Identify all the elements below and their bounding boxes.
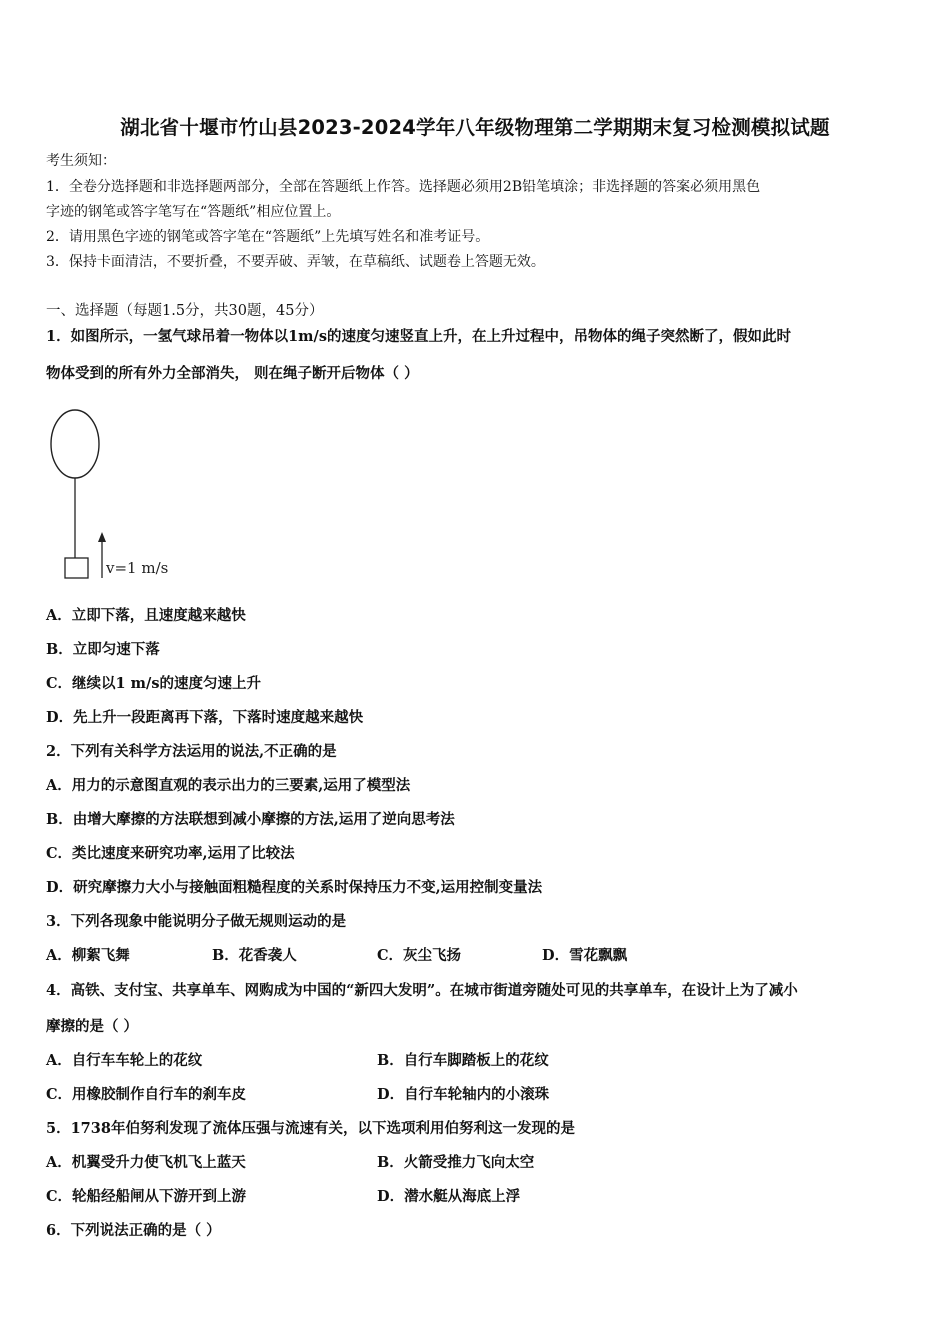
question-1-stem-line1: 1．如图所示，一氢气球吊着一物体以1m/s的速度匀速竖直上升，在上升过程中，吊物体的绳子突然断了，假如此时 bbox=[46, 328, 791, 345]
balloon-diagram bbox=[48, 404, 198, 586]
q3-option-c: C．灰尘飞扬 bbox=[377, 947, 462, 964]
balloon-figure bbox=[48, 404, 198, 586]
q4-option-c: C．用橡胶制作自行车的刹车皮 bbox=[46, 1086, 247, 1103]
object-box bbox=[65, 558, 88, 578]
question-4-stem-line1: 4．高铁、支付宝、共享单车、网购成为中国的“新四大发明”。在城市街道旁随处可见的共享单车，在设计上为了减小 bbox=[46, 982, 798, 999]
q5-option-b: B．火箭受推力飞向太空 bbox=[377, 1154, 535, 1171]
notice-item-2: 2．请用黑色字迹的钢笔或答字笔在“答题纸”上先填写姓名和准考证号。 bbox=[46, 229, 490, 245]
q2-option-d: D．研究摩擦力大小与接触面粗糙程度的关系时保持压力不变,运用控制变量法 bbox=[46, 879, 543, 896]
question-4-stem-line2: 摩擦的是（ ） bbox=[46, 1018, 139, 1035]
exam-title: 湖北省十堰市竹山县2023-2024学年八年级物理第二学期期末复习检测模拟试题 bbox=[120, 116, 830, 139]
question-6-stem: 6．下列说法正确的是（ ） bbox=[46, 1222, 221, 1239]
q3-option-a: A．柳絮飞舞 bbox=[46, 947, 130, 964]
question-5-stem: 5．1738年伯努利发现了流体压强与流速有关，以下选项利用伯努利这一发现的是 bbox=[46, 1120, 575, 1137]
question-1-stem-line2: 物体受到的所有外力全部消失， 则在绳子断开后物体（ ） bbox=[46, 365, 419, 382]
q5-option-c: C．轮船经船闸从下游开到上游 bbox=[46, 1188, 247, 1205]
q3-option-d: D．雪花飘飘 bbox=[542, 947, 628, 964]
question-3-stem: 3．下列各现象中能说明分子做无规则运动的是 bbox=[46, 913, 347, 930]
q4-option-a: A．自行车车轮上的花纹 bbox=[46, 1052, 203, 1069]
q2-option-a: A．用力的示意图直观的表示出力的三要素,运用了模型法 bbox=[46, 777, 411, 794]
q4-option-b: B．自行车脚踏板上的花纹 bbox=[377, 1052, 549, 1069]
q2-option-c: C．类比速度来研究功率,运用了比较法 bbox=[46, 845, 295, 862]
q1-option-a: A．立即下落，且速度越来越快 bbox=[46, 607, 246, 624]
velocity-label: v=1 m/s bbox=[106, 559, 169, 577]
q1-option-c: C．继续以1 m/s的速度匀速上升 bbox=[46, 675, 261, 692]
q1-option-b: B．立即匀速下落 bbox=[46, 641, 160, 658]
notice-item-1: 1．全卷分选择题和非选择题两部分，全部在答题纸上作答。选择题必须用2B铅笔填涂；非选择题的答案必须用黑色 bbox=[46, 179, 761, 195]
q4-option-d: D．自行车轮轴内的小滚珠 bbox=[377, 1086, 550, 1103]
notice-heading: 考生须知： bbox=[46, 153, 116, 169]
question-2-stem: 2．下列有关科学方法运用的说法,不正确的是 bbox=[46, 743, 337, 760]
q5-option-d: D．潜水艇从海底上浮 bbox=[377, 1188, 521, 1205]
velocity-arrow-head bbox=[98, 532, 106, 542]
balloon-shape bbox=[51, 410, 99, 478]
q2-option-b: B．由增大摩擦的方法联想到减小摩擦的方法,运用了逆向思考法 bbox=[46, 811, 455, 828]
q5-option-a: A．机翼受升力使飞机飞上蓝天 bbox=[46, 1154, 246, 1171]
notice-item-3: 3．保持卡面清洁，不要折叠，不要弄破、弄皱，在草稿纸、试题卷上答题无效。 bbox=[46, 254, 545, 270]
section-heading: 一、选择题（每题1.5分，共30题，45分） bbox=[46, 303, 324, 319]
q1-option-d: D．先上升一段距离再下落，下落时速度越来越快 bbox=[46, 709, 364, 726]
notice-item-1-cont: 字迹的钢笔或答字笔写在“答题纸”相应位置上。 bbox=[46, 204, 341, 220]
q3-option-b: B．花香袭人 bbox=[212, 947, 297, 964]
